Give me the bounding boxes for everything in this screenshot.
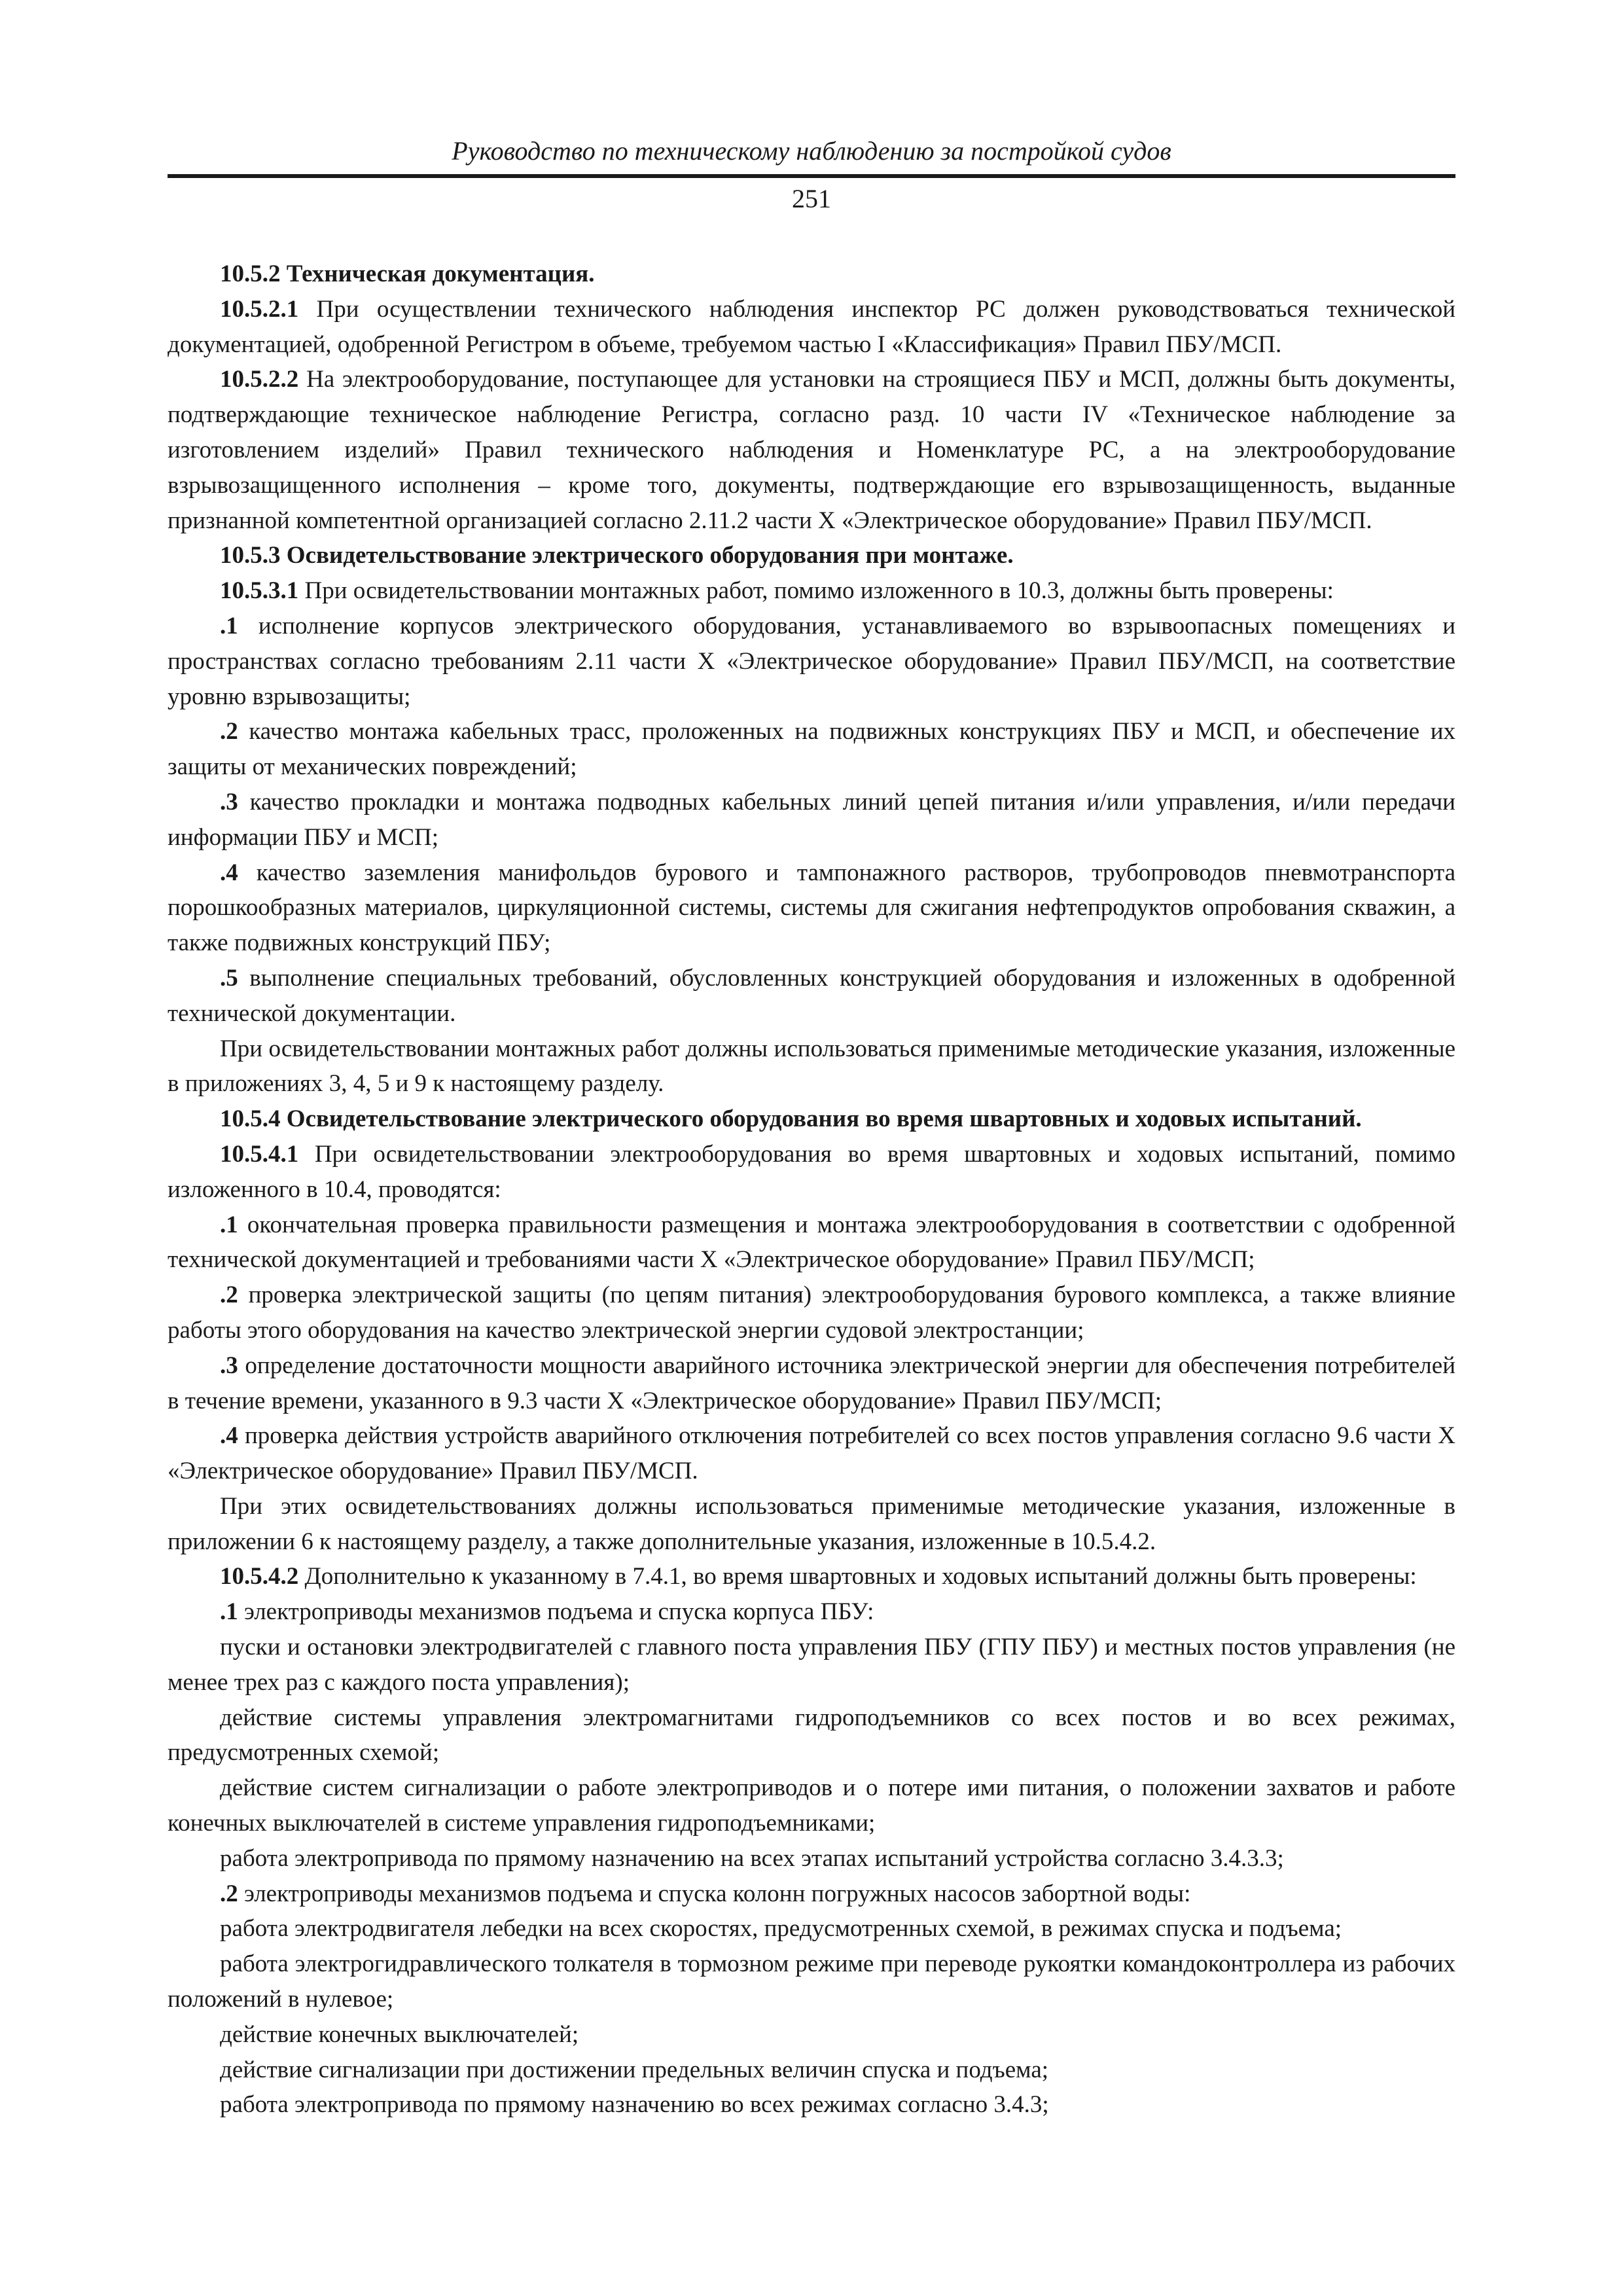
- paragraph-text: работа электропривода по прямому назначению на всех этапах испытаний устройства согласно 3.4.3.3;: [220, 1844, 1284, 1872]
- paragraph: [168, 292, 1455, 363]
- paragraph: [168, 1348, 1455, 1419]
- paragraph: [168, 785, 1455, 855]
- paragraph: [168, 1208, 1455, 1278]
- paragraph-text: При осуществлении технического наблюдения инспектор РС должен руководствоваться технической документацией, одобренной Регистром в объеме, требуемом частью I «Классификация» Правил ПБУ/МСП.: [168, 295, 1455, 358]
- paragraph-text: проверка электрической защиты (по цепям питания) электрооборудования бурового комплекса, а также влияние работы этого оборудования на качество электрической энергии судовой электростанции;: [168, 1282, 1455, 1344]
- paragraph-text: электроприводы механизмов подъема и спуска колонн погружных насосов забортной воды:: [238, 1880, 1191, 1907]
- clause-number: .3: [220, 1352, 238, 1379]
- paragraph: [168, 2087, 1455, 2123]
- paragraph-text: исполнение корпусов электрического оборудования, устанавливаемого во взрывоопасных помещениях и пространствах согласно требованиям 2.11 части X «Электрическое оборудование» Правил ПБУ/МСП, на соответствие уровню взрывозащиты;: [168, 612, 1455, 710]
- header-rule: [168, 174, 1455, 178]
- paragraph-text: пуски и остановки электродвигателей с главного поста управления ПБУ (ГПУ ПБУ) и местных постов управления (не менее трех раз с каждого поста управления);: [168, 1634, 1455, 1696]
- paragraph-text: качество заземления манифольдов бурового и тампонажного растворов, трубопроводов пневмотранспорта порошкообразных материалов, циркуляционной системы, системы для сжигания нефтепродуктов опробования скважин, а также подвижных конструкций ПБУ;: [168, 859, 1455, 957]
- paragraph-text: При освидетельствовании монтажных работ, помимо изложенного в 10.3, должны быть проверены:: [298, 577, 1334, 605]
- running-header: Руководство по техническому наблюдению за постройкой судов: [452, 136, 1171, 166]
- paragraph-text: работа электродвигателя лебедки на всех скоростях, предусмотренных схемой, в режимах спуска и подъема;: [220, 1915, 1342, 1943]
- paragraph-text: действие конечных выключателей;: [220, 2020, 579, 2048]
- paragraph-text: На электрооборудование, поступающее для установки на строящиеся ПБУ и МСП, должны быть документы, подтверждающие техническое наблюдение Регистра, согласно разд. 10 части IV «Техническое наблюдение за изготовлением изделий» Правил технического наблюдения и Номенклатуре РС, а на электрооборудование взрывозащищенного исполнения – кроме того, документы, подтверждающие его взрывозащищенность, выданные признанной компетентной организацией согласно 2.11.2 части X «Электрическое оборудование» Правил ПБУ/МСП.: [168, 366, 1455, 534]
- paragraph: [168, 1841, 1455, 1876]
- clause-number: .1: [220, 1211, 238, 1238]
- clause-number: 10.5.2.2: [220, 366, 299, 393]
- paragraph-text: определение достаточности мощности аварийного источника электрической энергии для обеспечения потребителей в течение времени, указанного в 9.3 части X «Электрическое оборудование» Правил ПБУ/МСП;: [168, 1352, 1455, 1414]
- paragraph-text: работа электрогидравлического толкателя в тормозном режиме при переводе рукоятки командоконтроллера из рабочих положений в нулевое;: [168, 1950, 1455, 2013]
- paragraph-text: Дополнительно к указанному в 7.4.1, во время швартовных и ходовых испытаний должны быть проверены:: [298, 1563, 1417, 1590]
- clause-number: 10.5.2 Техническая документация.: [220, 260, 595, 287]
- clause-number: 10.5.2.1: [220, 295, 299, 323]
- paragraph-text: электроприводы механизмов подъема и спуска корпуса ПБУ:: [238, 1598, 874, 1626]
- clause-number: .4: [220, 859, 238, 886]
- section-heading: [168, 257, 1455, 292]
- clause-number: 10.5.4.1: [220, 1140, 299, 1168]
- clause-number: .2: [220, 718, 238, 745]
- paragraph: [168, 961, 1455, 1031]
- clause-number: 10.5.3.1: [220, 577, 299, 605]
- paragraph: [168, 573, 1455, 609]
- paragraph: [168, 1876, 1455, 1912]
- clause-number: .1: [220, 612, 238, 639]
- paragraph: [168, 1700, 1455, 1771]
- paragraph: [168, 1594, 1455, 1630]
- paragraph: [168, 1770, 1455, 1841]
- clause-number: .3: [220, 788, 238, 816]
- body-text: [168, 257, 1455, 2123]
- paragraph-text: работа электропривода по прямому назначению во всех режимах согласно 3.4.3;: [220, 2091, 1049, 2119]
- paragraph-text: При освидетельствовании монтажных работ должны использоваться применимые методические указания, изложенные в приложениях 3, 4, 5 и 9 к настоящему разделу.: [168, 1035, 1455, 1098]
- paragraph: [168, 855, 1455, 961]
- paragraph: [168, 714, 1455, 785]
- paragraph-text: качество монтажа кабельных трасс, проложенных на подвижных конструкциях ПБУ и МСП, и обеспечение их защиты от механических повреждений;: [168, 718, 1455, 781]
- paragraph: [168, 1559, 1455, 1594]
- paragraph: [168, 1946, 1455, 2017]
- paragraph: [168, 1137, 1455, 1208]
- paragraph-text: качество прокладки и монтажа подводных кабельных линий цепей питания и/или управления, и/или передачи информации ПБУ и МСП;: [168, 788, 1455, 851]
- paragraph: [168, 362, 1455, 538]
- paragraph: [168, 1911, 1455, 1946]
- page-number: 251: [792, 184, 831, 213]
- clause-number: .2: [220, 1880, 238, 1907]
- paragraph: [168, 2053, 1455, 2088]
- clause-number: 10.5.4.2: [220, 1563, 299, 1590]
- paragraph: [168, 1630, 1455, 1700]
- paragraph-text: выполнение специальных требований, обусловленных конструкцией оборудования и изложенных в одобренной технической документации.: [168, 964, 1455, 1027]
- paragraph-text: действие систем сигнализации о работе электроприводов и о потере ими питания, о положении захватов и работе конечных выключателей в системе управления гидроподъемниками;: [168, 1774, 1455, 1837]
- section-heading: [168, 1102, 1455, 1137]
- paragraph-text: При освидетельствовании электрооборудования во время швартовных и ходовых испытаний, помимо изложенного в 10.4, проводятся:: [168, 1140, 1455, 1203]
- paragraph: [168, 1278, 1455, 1348]
- paragraph: [168, 2017, 1455, 2053]
- section-heading: [168, 538, 1455, 573]
- paragraph-text: действие системы управления электромагнитами гидроподъемников со всех постов и во всех режимах, предусмотренных схемой;: [168, 1704, 1455, 1767]
- clause-number: .4: [220, 1422, 238, 1450]
- paragraph-text: При этих освидетельствованиях должны использоваться применимые методические указания, изложенные в приложении 6 к настоящему разделу, а также дополнительные указания, изложенные в 10.5.4.2.: [168, 1492, 1455, 1555]
- clause-number: .5: [220, 964, 238, 992]
- paragraph-text: действие сигнализации при достижении предельных величин спуска и подъема;: [220, 2056, 1049, 2083]
- paragraph: [168, 1489, 1455, 1560]
- clause-number: 10.5.3 Освидетельствование электрического оборудования при монтаже.: [220, 542, 1014, 569]
- clause-number: .1: [220, 1598, 238, 1626]
- paragraph-text: проверка действия устройств аварийного отключения потребителей со всех постов управления согласно 9.6 части X «Электрическое оборудование» Правил ПБУ/МСП.: [168, 1422, 1455, 1485]
- clause-number: 10.5.4 Освидетельствование электрического оборудования во время швартовных и ходовых испытаний.: [220, 1105, 1362, 1133]
- paragraph-text: окончательная проверка правильности размещения и монтажа электрооборудования в соответствии с одобренной технической документацией и требованиями части X «Электрическое оборудование» Правил ПБУ/МСП;: [168, 1211, 1455, 1274]
- paragraph: [168, 609, 1455, 714]
- paragraph: [168, 1418, 1455, 1489]
- paragraph: [168, 1031, 1455, 1102]
- clause-number: .2: [220, 1282, 238, 1309]
